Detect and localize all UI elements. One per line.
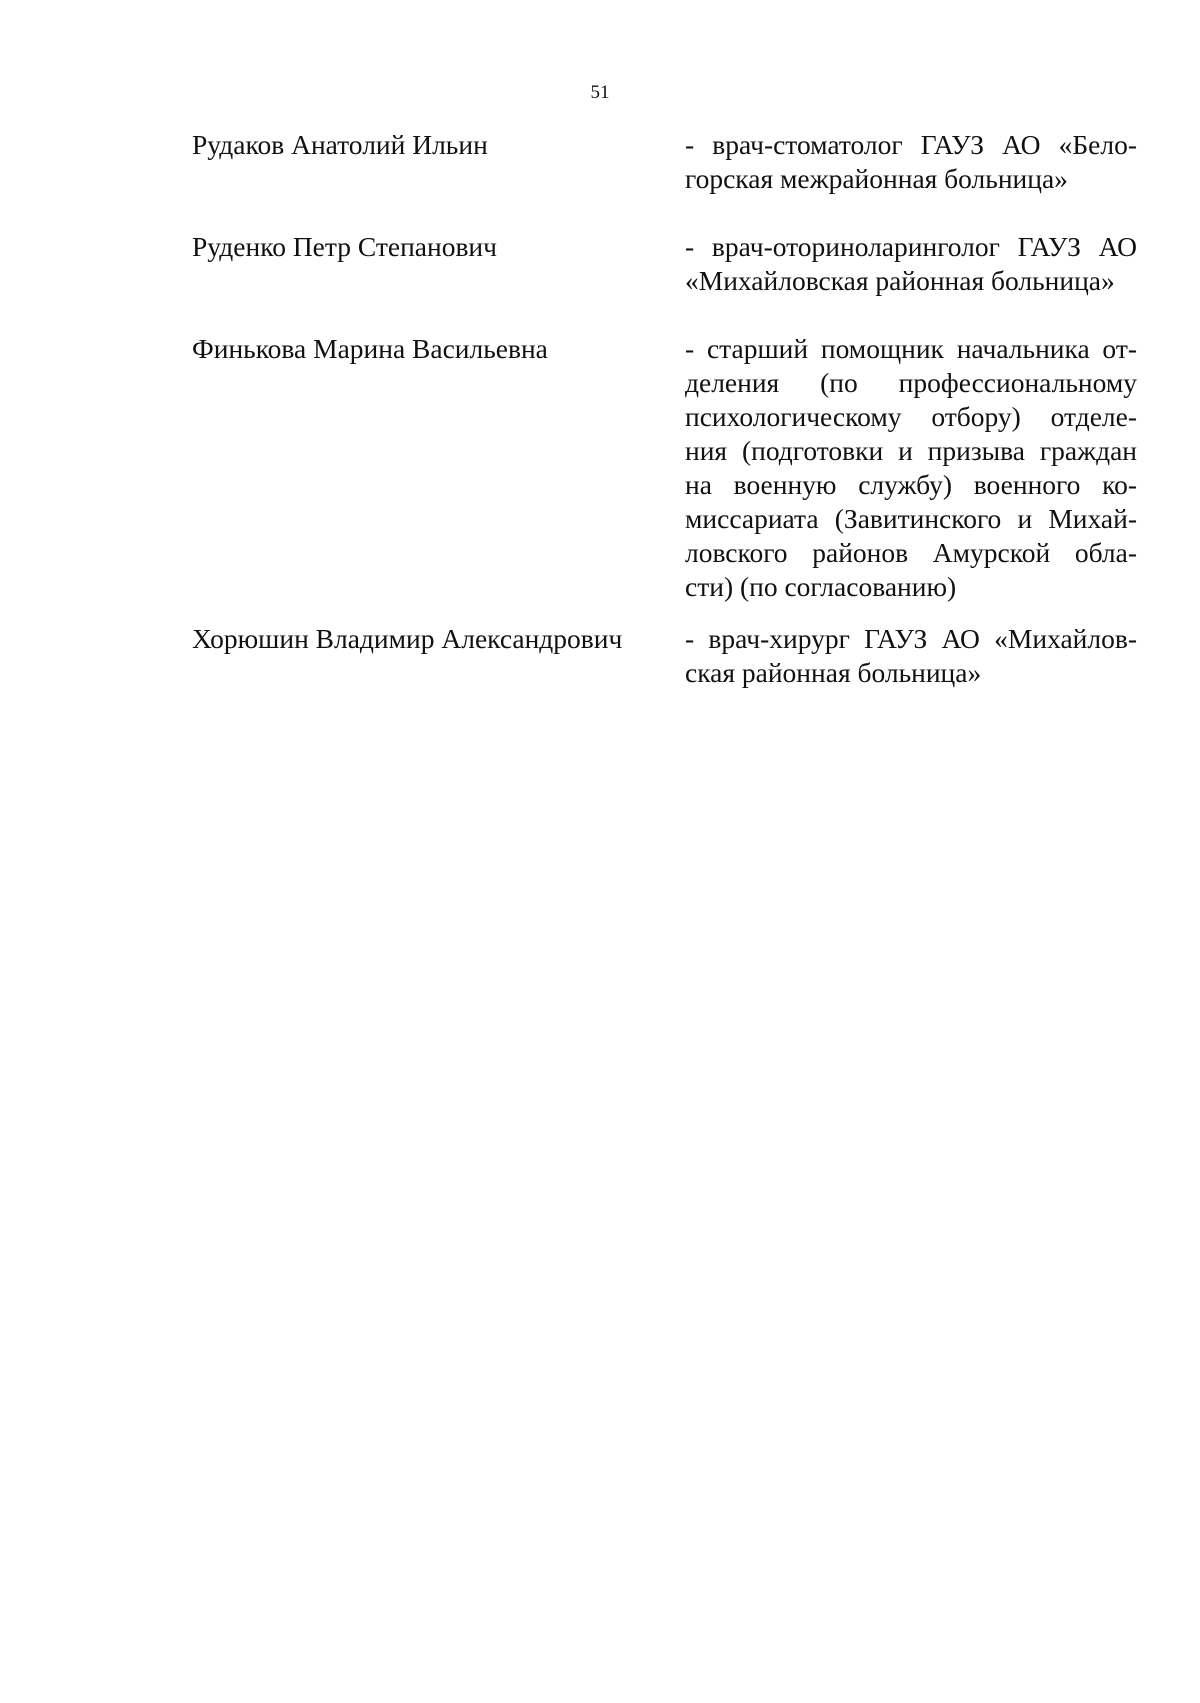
role-line: «Михайловская районная больница» bbox=[685, 265, 1115, 296]
member-name: Руденко Петр Степанович bbox=[192, 231, 497, 262]
role-line: - старший помощник начальника от- bbox=[685, 333, 1137, 364]
member-role bbox=[685, 128, 1137, 196]
role-line: на военную службу) военного ко- bbox=[685, 469, 1137, 500]
member-role bbox=[685, 230, 1137, 298]
role-line: - врач-стоматолог ГАУЗ АО «Бело- bbox=[685, 129, 1137, 160]
role-line: ская районная больница» bbox=[685, 657, 982, 688]
role-line: миссариата (Завитинского и Михай- bbox=[685, 503, 1137, 534]
role-line: деления (по профессиональному bbox=[685, 367, 1137, 398]
page-number: 51 bbox=[590, 82, 610, 103]
member-name: Финькова Марина Васильевна bbox=[192, 333, 548, 364]
member-role bbox=[685, 622, 1137, 690]
member-role bbox=[685, 332, 1137, 604]
role-line: сти) (по согласованию) bbox=[685, 571, 957, 602]
role-line: психологическому отбору) отделе- bbox=[685, 401, 1137, 432]
role-line: ния (подготовки и призыва граждан bbox=[685, 435, 1137, 466]
role-line: - врач-хирург ГАУЗ АО «Михайлов- bbox=[685, 623, 1137, 654]
member-name: Хорюшин Владимир Александрович bbox=[192, 623, 623, 654]
role-line: - врач-оториноларинголог ГАУЗ АО bbox=[685, 231, 1137, 262]
role-line: горская межрайонная больница» bbox=[685, 163, 1068, 194]
member-name: Рудаков Анатолий Ильин bbox=[192, 129, 488, 160]
role-line: ловского районов Амурской обла- bbox=[685, 537, 1137, 568]
